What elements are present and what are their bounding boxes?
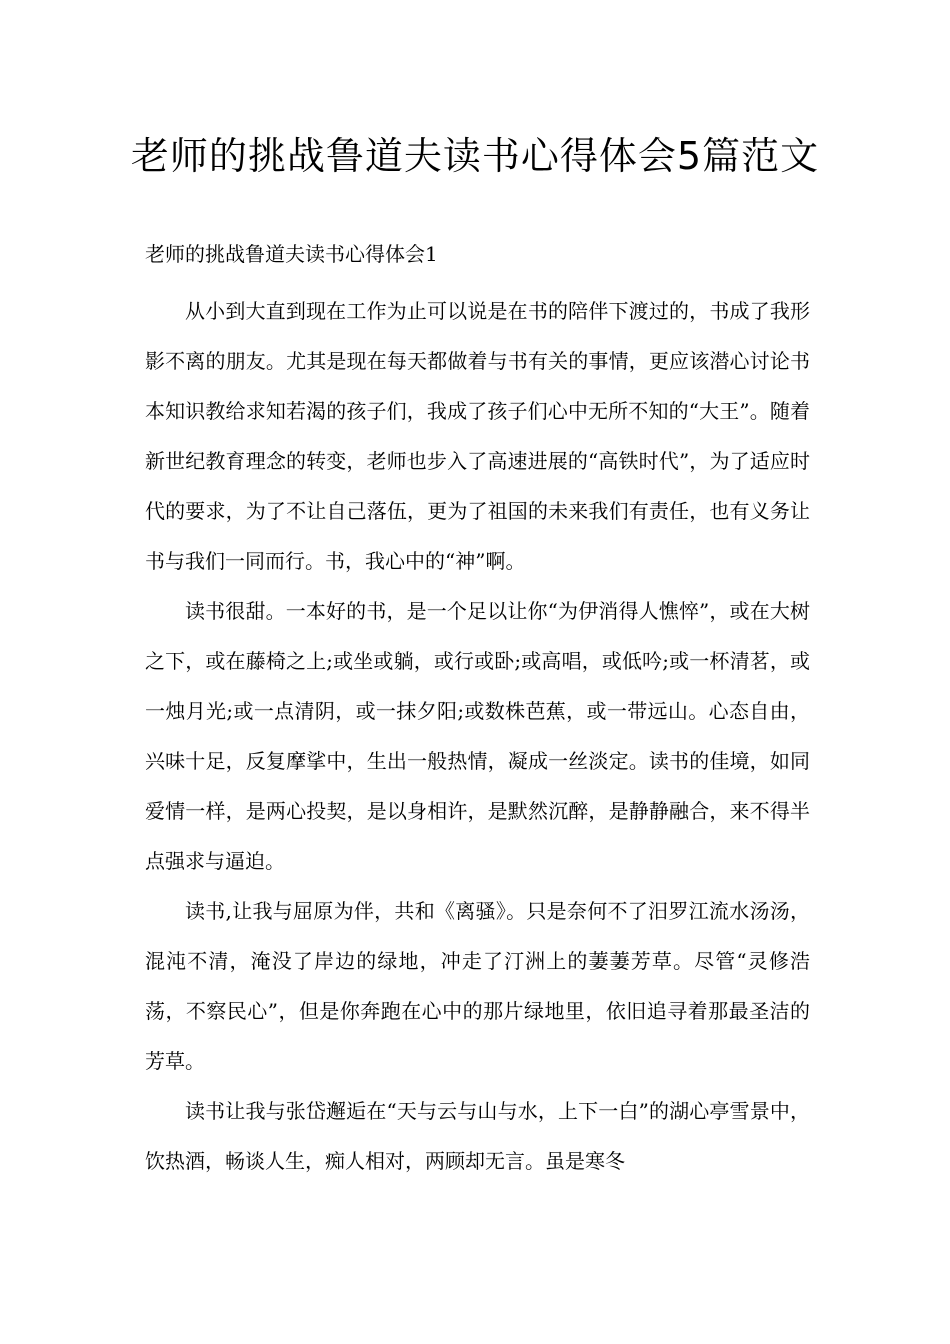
paragraph: 从小到大直到现在工作为止可以说是在书的陪伴下渡过的，书成了我形影不离的朋友。尤其是现在每天都做着与书有关的事情，更应该潜心讨论书本知识教给求知若渴的孩子们，我成了孩子们心中无所不知的“大王”。随着新世纪教育理念的转变，老师也步入了高速进展的“高铁时代”，为了适应时代的要求，为了不让自己落伍，更为了祖国的未来我们有责任，也有义务让书与我们一同而行。书，我心中的“神”啊。: [145, 299, 810, 573]
document-title: 老师的挑战鲁道夫读书心得体会5篇范文: [130, 134, 820, 178]
paragraph: 读书很甜。一本好的书，是一个足以让你“为伊消得人憔悴”，或在大树之下，或在藤椅之上;或坐或躺，或行或卧;或高唱，或低吟;或一杯清茗，或一烛月光;或一点清阴，或一抹夕阳;或数株芭蕉，或一带远山。心态自由，兴味十足，反复摩挲中，生出一般热情，凝成一丝淡定。读书的佳境，如同爱情一样，是两心投契，是以身相许，是默然沉醉，是静静融合，来不得半点强求与逼迫。: [145, 599, 810, 873]
document-body: [145, 286, 810, 1186]
paragraph: 读书,让我与屈原为伴，共和《离骚》。只是奈何不了汨罗江流水汤汤，混沌不清，淹没了岸边的绿地，冲走了汀洲上的萋萋芳草。尽管“灵修浩荡，不察民心”，但是你奔跑在心中的那片绿地里，依旧追寻着那最圣洁的芳草。: [145, 899, 810, 1073]
paragraph: 读书让我与张岱邂逅在“天与云与山与水，上下一白”的湖心亭雪景中，饮热酒，畅谈人生，痴人相对，两顾却无言。虽是寒冬: [145, 1099, 810, 1173]
section-heading: 老师的挑战鲁道夫读书心得体会1: [145, 242, 438, 266]
